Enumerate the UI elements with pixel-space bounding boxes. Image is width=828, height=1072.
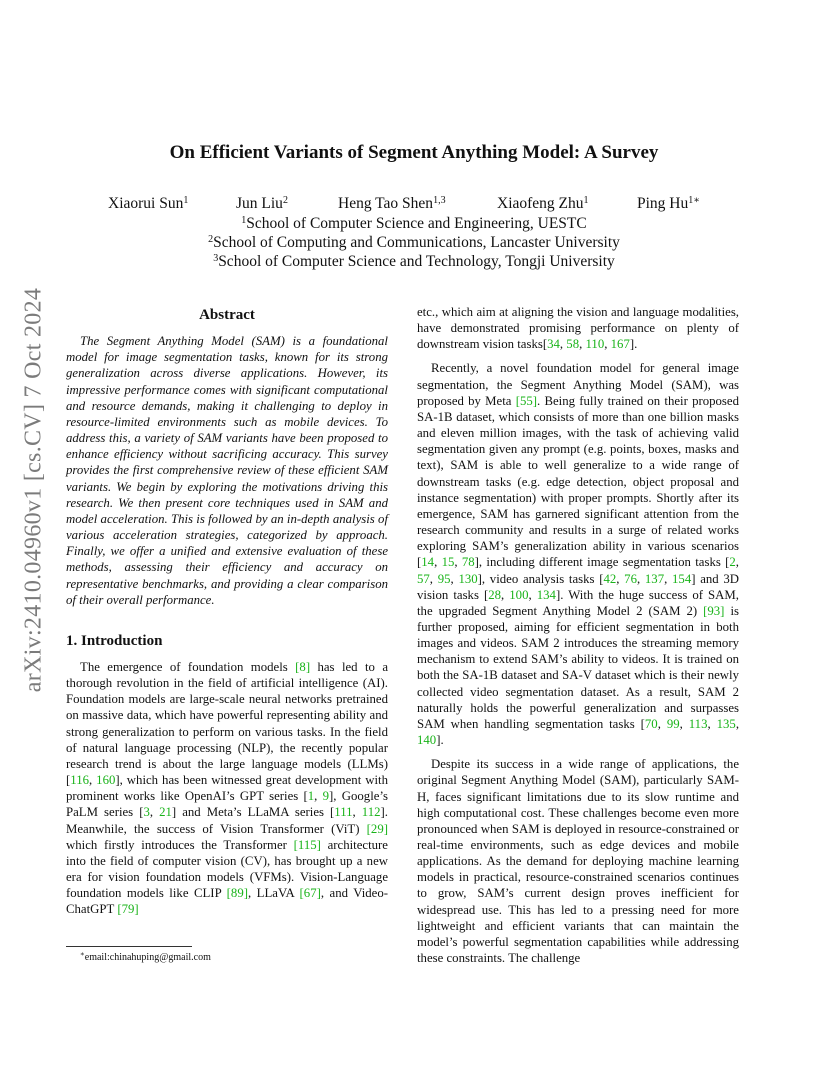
- affiliation: [0, 252, 828, 271]
- right-column: [417, 304, 739, 966]
- paper-title: On Efficient Variants of Segment Anything Model: A Survey: [169, 142, 659, 163]
- citation-link[interactable]: 28: [488, 587, 502, 602]
- affiliation: [0, 233, 828, 252]
- author: [236, 195, 288, 213]
- citation-link[interactable]: [55]: [515, 393, 538, 408]
- citation-link[interactable]: [67]: [299, 886, 321, 901]
- arxiv-identifier: [4, 280, 64, 700]
- affiliation-text: School of Computer Science and Technology, Tongji University: [218, 253, 615, 270]
- citation-link[interactable]: 113: [688, 716, 708, 731]
- citation-link[interactable]: 134: [536, 587, 556, 602]
- citation-link[interactable]: [79]: [117, 902, 139, 917]
- citation-link[interactable]: 130: [458, 571, 478, 586]
- citation-link[interactable]: [8]: [295, 659, 311, 674]
- footnote-email: email:chinahuping@gmail.com: [84, 952, 211, 963]
- arxiv-id-text: arXiv:2410.04960v1 [cs.CV] 7 Oct 2024: [20, 287, 47, 693]
- affiliation-sup: 2: [208, 234, 214, 245]
- citation-link[interactable]: 137: [644, 571, 665, 586]
- footnote: [80, 952, 211, 963]
- citation-link[interactable]: 9: [322, 789, 330, 804]
- citation-link[interactable]: 57: [417, 571, 430, 586]
- author: [338, 195, 446, 213]
- intro-paragraph: The emergence of foundation models [8] has led to a thorough revolution in the field of artificial intelligence (AI). Foundation models are large-scale neural networks pretrained on massive data, which have powerful representing ability and strong generalization to perform on various tasks. In the field of natural language processing (NLP), the recently popular research trend is about the large language models (LLMs) [116, 160], which has been witnessed great development with prominent works like OpenAI’s GPT series [1, 9], Google’s PaLM series [3, 21] and Meta’s LLaMA series [111, 112]. Meanwhile, the success of Vision Transformer (ViT) [29] which firstly introduces the Transformer [115] architecture into the field of computer vision (CV), has brought up a new era for vision foundation models (VFMs). Vision-Language foundation models like CLIP [89], LLaVA [67], and Video-ChatGPT [79]: [66, 659, 389, 917]
- body-paragraph: Despite its success in a wide range of applications, the original Segment Anything Model (SAM), particularly SAM-H, faces significant limitations due to its slow runtime and high computational cost. These challenges become even more pronounced when SAM is deployed in resource-constrained or real-time environments, such as edge devices and mobile applications. As the demand for deploying machine learning models in practical, resource-constrained scenarios continues to grow, SAM’s current design proves inefficient for widespread use. This has led to a pressing need for more lightweight and efficient variants that can maintain the model’s powerful segmentation capabilities while addressing these constraints. The challenge: [417, 757, 739, 966]
- citation-link[interactable]: 99: [666, 716, 680, 731]
- author-name: Jun Liu: [236, 195, 283, 212]
- citation-link[interactable]: 78: [461, 555, 475, 570]
- citation-link[interactable]: 110: [585, 337, 605, 352]
- author-sup: 1,3: [433, 195, 446, 206]
- citation-link[interactable]: 111: [334, 805, 353, 820]
- author-sup: 1∗: [688, 195, 701, 206]
- author-name: Ping Hu: [637, 195, 689, 212]
- section-heading: 1. Introduction: [66, 632, 163, 649]
- affiliation-sup: 3: [213, 253, 219, 264]
- citation-link[interactable]: 42: [603, 571, 617, 586]
- citation-link[interactable]: 100: [509, 587, 529, 602]
- author-sup: 1: [183, 195, 189, 206]
- citation-link[interactable]: 3: [143, 805, 150, 820]
- affiliations: [0, 214, 828, 271]
- affiliation-text: School of Computer Science and Engineering, UESTC: [246, 215, 587, 232]
- author-name: Xiaorui Sun: [108, 195, 184, 212]
- citation-link[interactable]: 167: [610, 337, 630, 352]
- citation-link[interactable]: 14: [421, 555, 435, 570]
- citation-link[interactable]: 2: [729, 555, 736, 570]
- author-sup: 2: [282, 195, 288, 206]
- body-paragraph: etc., which aim at aligning the vision and language modalities, have demonstrated promising performance on plenty of downstream vision tasks[34, 58, 110, 167].: [417, 305, 739, 352]
- citation-link[interactable]: [93]: [703, 603, 725, 618]
- body-paragraph: Recently, a novel foundation model for general image segmentation, the Segment Anything Model (SAM), was proposed by Meta [55]. Being fully trained on their proposed SA-1B dataset, which consists of more than one billion masks and eleven million images, with the task of achieving valid segmentation given any prompt (e.g. points, boxes, masks and text), SAM is able to well generalize to a wide range of downstream tasks (e.g. edge detection, object proposal and instance segmentation) with proper prompts. Shortly after its emergence, SAM has garnered significant attention from the research community and results in a surge of related works exploring SAM’s generalization ability in various scenarios [14, 15, 78], including different image segmentation tasks [2, 57, 95, 130], video analysis tasks [42, 76, 137, 154] and 3D vision tasks [28, 100, 134]. With the huge success of SAM, the upgraded Segment Anything Model 2 (SAM 2) [93] is further proposed, aiming for efficient segmentation in both images and videos. SAM 2 introduces the streaming memory mechanism to extend SAM’s ability to videos. It is trained on both the SA-1B dataset and SA-V dataset which is their newly collected video segmentation dataset. As a result, SAM 2 naturally holds the powerful generalization and surpasses SAM when handling segmentation tasks [70, 99, 113, 135, 140].: [417, 361, 740, 748]
- left-column: [66, 304, 388, 917]
- author: [497, 195, 589, 213]
- citation-link[interactable]: [29]: [366, 821, 388, 836]
- citation-link[interactable]: 70: [644, 716, 658, 731]
- citation-link[interactable]: 140: [417, 733, 437, 748]
- citation-link[interactable]: 154: [672, 571, 692, 586]
- abstract-heading: Abstract: [199, 307, 255, 323]
- citation-link[interactable]: 112: [361, 805, 381, 820]
- affiliation-text: School of Computing and Communications, Lancaster University: [213, 234, 620, 251]
- citation-link[interactable]: 1: [307, 789, 315, 804]
- citation-link[interactable]: 58: [566, 337, 580, 352]
- citation-link[interactable]: 34: [547, 337, 560, 352]
- footnote-mark: ∗: [80, 950, 85, 958]
- citation-link[interactable]: [89]: [226, 886, 248, 901]
- citation-link[interactable]: 76: [624, 571, 637, 586]
- author-name: Xiaofeng Zhu: [497, 195, 584, 212]
- citation-link[interactable]: [115]: [293, 837, 321, 852]
- citation-link[interactable]: 21: [159, 805, 172, 820]
- citation-link[interactable]: 135: [716, 716, 736, 731]
- abstract-text: The Segment Anything Model (SAM) is a foundational model for image segmentation tasks, known for its strong generalization across diverse applications. However, its impressive performance comes with significant computational and resource demands, making it challenging to deploy in resource-limited environments such as mobile devices. To address this, a variety of SAM variants have been proposed to enhance efficiency without sacrificing accuracy. This survey provides the first comprehensive review of these efficient SAM variants. We begin by exploring the motivations driving this research. We then present core techniques used in SAM and model acceleration. This is followed by an in-depth analysis of various acceleration strategies, categorized by approach. Finally, we offer a unified and extensive evaluation of these methods, assessing their efficiency and accuracy on representative benchmarks, and providing a clear comparison of their overall performance.: [66, 334, 388, 607]
- author-sup: 1: [583, 195, 589, 206]
- citation-link[interactable]: 15: [441, 555, 455, 570]
- affiliation-sup: 1: [241, 215, 247, 226]
- author-name: Heng Tao Shen: [338, 195, 434, 212]
- author: [108, 195, 188, 213]
- citation-link[interactable]: 160: [96, 773, 116, 788]
- citation-link[interactable]: 95: [437, 571, 451, 586]
- citation-link[interactable]: 116: [70, 773, 89, 788]
- footnote-rule: [66, 946, 192, 947]
- author: [637, 195, 700, 213]
- affiliation: [0, 214, 828, 233]
